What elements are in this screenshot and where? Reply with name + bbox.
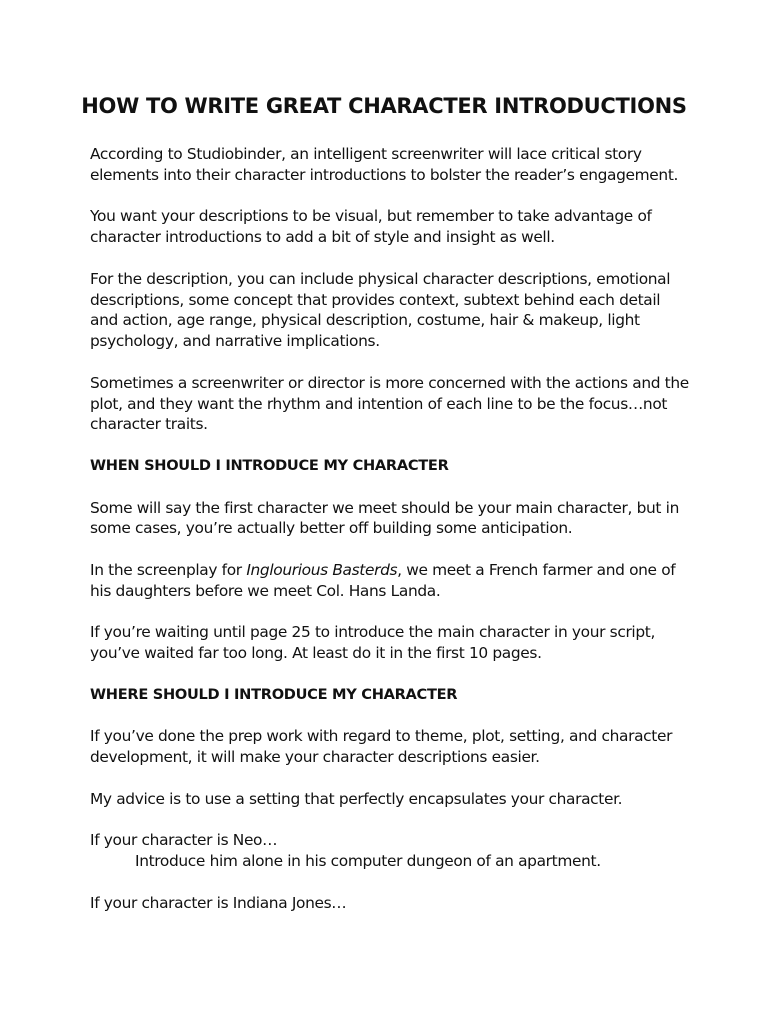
paragraph-description-contents: For the description, you can include physical character descriptions, emotional descriptions, some concept that provides context, subtext behind each detail and action, age range, physical description, costume, hair & makeup, light psychology, and narrative implications. bbox=[90, 269, 671, 351]
neo-example-indented-line: Introduce him alone in his computer dungeon of an apartment. bbox=[135, 852, 601, 871]
paragraph-text-tail: , we meet a French farmer and one of his daughters before we meet Col. Hans Landa. bbox=[90, 560, 676, 600]
paragraph-indiana-jones-example: If your character is Indiana Jones… bbox=[90, 893, 347, 912]
paragraph-page-25: If you’re waiting until page 25 to introduce the main character in your script, you’ve waited far too long. At least do it in the first 10 pages. bbox=[90, 623, 655, 663]
neo-example-line: If your character is Neo… bbox=[90, 831, 278, 850]
paragraph-visual-descriptions: You want your descriptions to be visual, but remember to take advantage of character introductions to add a bit of style and insight as well. bbox=[90, 207, 652, 247]
paragraph-setting-advice: My advice is to use a setting that perfectly encapsulates your character. bbox=[90, 789, 623, 808]
paragraph-first-character: Some will say the first character we meet should be your main character, but in some cases, you’re actually better off building some anticipation. bbox=[90, 498, 679, 538]
paragraph-text-lead: In the screenplay for bbox=[90, 560, 247, 579]
paragraph-studiobinder: According to Studiobinder, an intelligent screenwriter will lace critical story elements into their character introductions to bolster the reader’s engagement. bbox=[90, 145, 679, 184]
paragraph-actions-and-plot: Sometimes a screenwriter or director is more concerned with the actions and the plot, and they want the rhythm and intention of each line to be the focus…not character traits. bbox=[90, 373, 689, 434]
paragraph-neo-example bbox=[90, 830, 690, 872]
paragraph-inglourious-basterds bbox=[90, 560, 690, 602]
paragraph-prep-work: If you’ve done the prep work with regard to theme, plot, setting, and character development, it will make your character descriptions easier. bbox=[90, 727, 673, 767]
film-title-italic: Inglourious Basterds bbox=[246, 560, 398, 579]
heading-where-to-introduce: WHERE SHOULD I INTRODUCE MY CHARACTER bbox=[90, 685, 458, 703]
heading-when-to-introduce: WHEN SHOULD I INTRODUCE MY CHARACTER bbox=[90, 456, 449, 474]
document-body bbox=[90, 144, 690, 934]
page-title: HOW TO WRITE GREAT CHARACTER INTRODUCTIONS bbox=[81, 94, 687, 118]
